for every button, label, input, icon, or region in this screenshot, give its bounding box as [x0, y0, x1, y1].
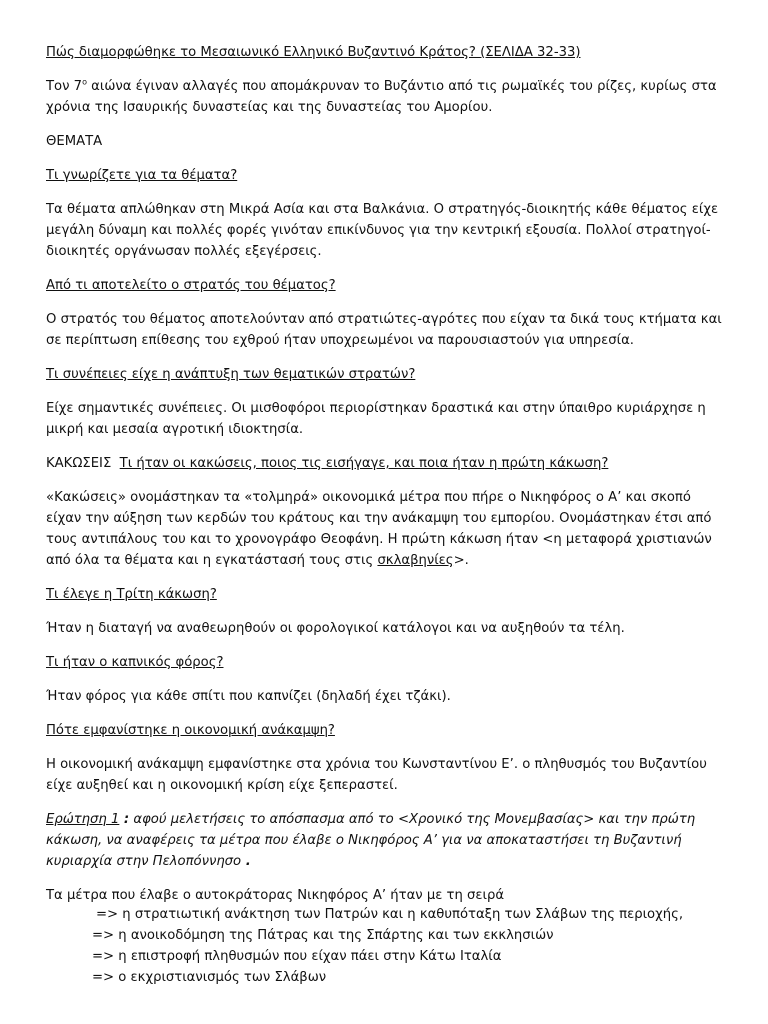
section-heading-kakoseis: ΚΑΚΩΣΕΙΣ	[46, 456, 112, 471]
exercise-colon: :	[119, 812, 130, 827]
exercise-question	[46, 809, 728, 872]
question-7: Πότε εμφανίστηκε η οικονομική ανάκαμψη?	[46, 723, 335, 738]
answer-4-end: >.	[453, 553, 469, 568]
section-heading-themata: ΘΕΜΑΤΑ	[46, 134, 103, 149]
exercise-label: Ερώτηση 1	[46, 812, 120, 827]
intro-text-rest: αιώνα έγιναν αλλαγές που απομάκρυναν το Βυζάντιο από τις ρωμαϊκές του ρίζες, κυρίως στα χρόνια της Ισαυρικής δυναστείας και της δυναστείας του Αμορίου.	[46, 79, 717, 115]
measure-item: => ο εκχριστιανισμός των Σλάβων	[92, 970, 327, 985]
answer-6: Ήταν φόρος για κάθε σπίτι που καπνίζει (δηλαδή έχει τζάκι).	[46, 689, 451, 704]
measure-item: => η στρατιωτική ανάκτηση των Πατρών και η καθυπόταξη των Σλάβων της περιοχής,	[96, 907, 684, 922]
question-1: Τι γνωρίζετε για τα θέματα?	[46, 168, 238, 183]
page-title: Πώς διαμορφώθηκε το Μεσαιωνικό Ελληνικό Βυζαντινό Κράτος? (ΣΕΛΙΔΑ 32-33)	[46, 45, 581, 60]
exercise-end: .	[241, 854, 251, 869]
answer-2: Ο στρατός του θέματος αποτελούνταν από στρατιώτες-αγρότες που είχαν τα δικά τους κτήματα και σε περίπτωση επίθεσης του εχθρού ήταν υποχρεωμένοι να παρουσιαστούν για υπηρεσία.	[46, 312, 722, 348]
measures-intro: Τα μέτρα που έλαβε ο αυτοκράτορας Νικηφόρος Α’ ήταν με τη σειρά	[46, 888, 505, 903]
intro-superscript: ο	[82, 77, 87, 87]
intro-text-start: Τον 7	[46, 79, 83, 94]
measures-block	[46, 885, 728, 988]
answer-4-text: «Κακώσεις» ονομάστηκαν τα «τολμηρά» οικονομικά μέτρα που πήρε ο Νικηφόρος ο Α’ και σκοπό είχαν την αύξηση των κερδών του κράτους και την ανάκαμψη του εμπορίου. Ονομάστηκαν έτσι από τους αντιπάλους του και το χρονογράφο Θεοφάνη. Η πρώτη κάκωση ήταν <η μεταφορά χριστιανών από όλα τα θέματα και η εγκατάστασή τους στις	[46, 490, 712, 568]
measure-item: => η ανοικοδόμηση της Πάτρας και της Σπάρτης και των εκκλησιών	[92, 928, 554, 943]
answer-3: Είχε σημαντικές συνέπειες. Οι μισθοφόροι περιορίστηκαν δραστικά και στην ύπαιθρο κυριάρχησε η μικρή και μεσαία αγροτική ιδιοκτησία.	[46, 401, 706, 437]
measure-item: => η επιστροφή πληθυσμών που είχαν πάει στην Κάτω Ιταλία	[92, 949, 502, 964]
question-5: Τι έλεγε η Τρίτη κάκωση?	[46, 587, 217, 602]
question-6: Τι ήταν ο καπνικός φόρος?	[46, 655, 224, 670]
sklavinies-link: σκλαβηνίες	[377, 553, 454, 568]
kakoseis-heading-line	[46, 453, 728, 474]
answer-4	[46, 487, 728, 571]
question-3: Τι συνέπειες είχε η ανάπτυξη των θεματικών στρατών?	[46, 367, 416, 382]
intro-paragraph	[46, 76, 728, 118]
exercise-text: αφού μελετήσεις το απόσπασμα από το <Χρονικό της Μονεμβασίας> και την πρώτη κάκωση, να αναφέρεις τα μέτρα που έλαβε ο Νικηφόρος Α’ για να αποκαταστήσει τη Βυζαντινή κυριαρχία στην Πελοπόννησο	[46, 812, 696, 869]
answer-5: Ήταν η διαταγή να αναθεωρηθούν οι φορολογικοί κατάλογοι και να αυξηθούν τα τέλη.	[46, 621, 625, 636]
answer-7: Η οικονομική ανάκαμψη εμφανίστηκε στα χρόνια του Κωνσταντίνου Ε’. ο πληθυσμός του Βυζαντίου είχε αυξηθεί και η οικονομική κρίση είχε ξεπεραστεί.	[46, 757, 707, 793]
measures-list	[46, 904, 728, 988]
question-4: Τι ήταν οι κακώσεις, ποιος τις εισήγαγε, και ποια ήταν η πρώτη κάκωση?	[119, 456, 609, 471]
question-2: Από τι αποτελείτο ο στρατός του θέματος?	[46, 278, 336, 293]
answer-1: Τα θέματα απλώθηκαν στη Μικρά Ασία και στα Βαλκάνια. Ο στρατηγός-διοικητής κάθε θέματος είχε μεγάλη δύναμη και πολλές φορές γινόταν επικίνδυνος για την κεντρική εξουσία. Πολλοί στρατηγοί-διοικητές οργάνωσαν πολλές εξεγέρσεις.	[46, 202, 719, 259]
